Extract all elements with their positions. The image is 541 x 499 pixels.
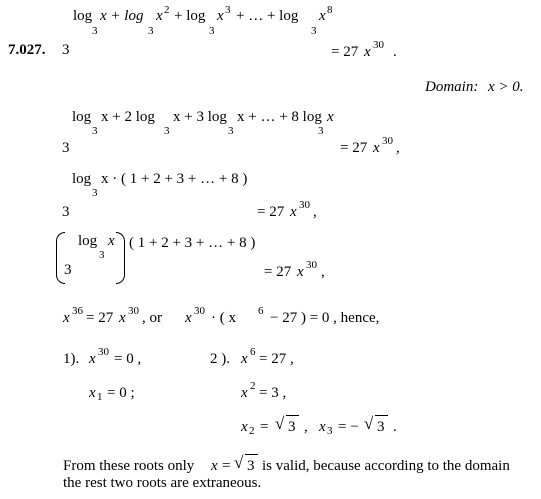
case1-var: x xyxy=(89,351,96,367)
problem-exp-base4: 3 xyxy=(311,25,317,37)
problem-exp-text3: + … + log xyxy=(236,8,299,24)
case2-pow: 6 xyxy=(250,346,256,358)
sqrt-sign-root2: √ xyxy=(275,414,285,433)
problem-base: 3 xyxy=(62,42,70,58)
case2-root3-end: . xyxy=(393,419,397,435)
step1-base-b: 3 xyxy=(164,125,170,137)
step4-pow2: 30 xyxy=(194,305,205,317)
step1-exp-b: x + 2 log xyxy=(101,109,155,125)
step2-base: 3 xyxy=(62,204,70,220)
step3-rhs-pow: 30 xyxy=(306,259,317,271)
step4-lhs-var: x xyxy=(63,310,70,326)
step1-base-a: 3 xyxy=(92,125,98,137)
case1-root-eq: = 0 ; xyxy=(107,385,135,401)
step4-tail: − 27 ) = 0 , hence, xyxy=(270,310,380,326)
problem-exp-base2: 3 xyxy=(148,25,154,37)
step4-pow3: 6 xyxy=(258,305,264,317)
step3-rhs-var: x xyxy=(297,264,304,280)
step1-exp-d: x + … + 8 log xyxy=(237,109,322,125)
conclusion-eq: = xyxy=(222,458,231,474)
step1-base-d: 3 xyxy=(318,125,324,137)
case2-root3-var: x xyxy=(319,419,326,435)
conclusion-line1-a: From these roots only xyxy=(63,458,195,474)
step1-rhs-end: , xyxy=(396,140,400,156)
problem-exp-pow3: 3 xyxy=(225,4,231,16)
step1-base: 3 xyxy=(62,140,70,156)
case2-root2-val: 3 xyxy=(288,419,296,435)
problem-exp-log1: log xyxy=(73,8,93,24)
problem-exp-pow4: 8 xyxy=(327,4,333,16)
step4-var2: x xyxy=(185,310,192,326)
case2-root3-eq: = − xyxy=(338,419,359,435)
problem-rhs-pow: 30 xyxy=(373,39,384,51)
problem-exp-base3: 3 xyxy=(209,25,215,37)
sqrt-sign-root3: √ xyxy=(364,414,374,433)
problem-exp-text2: + log xyxy=(174,8,206,24)
step1-exp-c: x + 3 log xyxy=(173,109,227,125)
case2-line2-eq: = 3 , xyxy=(259,385,287,401)
case2-var: x xyxy=(241,351,248,367)
case2-root3-sub: 3 xyxy=(327,425,333,437)
conclusion-line1-b: is valid, because according to the domain xyxy=(262,458,510,474)
domain-condition: x > 0. xyxy=(488,79,524,95)
sqrt-bar-root2 xyxy=(286,415,299,416)
problem-exp-arg2: x xyxy=(156,8,163,24)
problem-exp-arg3: x xyxy=(217,8,224,24)
step4-eq-var: x xyxy=(119,310,126,326)
domain-label: Domain: xyxy=(425,79,479,95)
conclusion-var: x xyxy=(211,458,218,474)
case2-eq: = 27 , xyxy=(259,351,294,367)
case2-root2-var: x xyxy=(241,419,248,435)
problem-exp-text1: x + log xyxy=(100,8,144,24)
problem-exp-arg4: x xyxy=(319,8,326,24)
step3-base: 3 xyxy=(64,262,72,278)
problem-rhs-var: x xyxy=(364,44,371,60)
sqrt-sign-conclusion: √ xyxy=(234,453,244,472)
step3-exp-base: 3 xyxy=(99,249,105,261)
step1-exp-e: x xyxy=(327,109,334,125)
step4-eq: = 27 xyxy=(86,310,114,326)
problem-rhs: = 27 xyxy=(331,44,359,60)
case2-line2-pow: 2 xyxy=(250,380,256,392)
case1-pow: 30 xyxy=(98,346,109,358)
step3-rhs: = 27 xyxy=(264,264,292,280)
case2-root2-sub: 2 xyxy=(249,425,255,437)
step2-rhs-end: , xyxy=(313,204,317,220)
step2-exp-a: log xyxy=(72,171,92,187)
step4-lhs-pow: 36 xyxy=(72,305,83,317)
step3-right-paren xyxy=(116,232,125,284)
step4-or: , or xyxy=(142,310,162,326)
step3-exp-b: x xyxy=(108,233,115,249)
step2-base-a: 3 xyxy=(92,187,98,199)
problem-exp-base1: 3 xyxy=(92,25,98,37)
conclusion-val: 3 xyxy=(247,458,255,474)
case2-root2-eq: = xyxy=(260,419,269,435)
step4-eq-pow: 30 xyxy=(128,305,139,317)
case1-root-var: x xyxy=(89,385,96,401)
step1-exp-a: log xyxy=(72,109,92,125)
step1-rhs: = 27 xyxy=(340,140,368,156)
step1-base-c: 3 xyxy=(228,125,234,137)
problem-number: 7.027. xyxy=(8,42,46,58)
sqrt-bar-root3 xyxy=(375,415,388,416)
step2-rhs-var: x xyxy=(290,204,297,220)
conclusion-line2: the rest two roots are extraneous. xyxy=(63,475,262,491)
step1-rhs-var: x xyxy=(373,140,380,156)
step3-rhs-end: , xyxy=(321,264,325,280)
step4-mid: · ( x xyxy=(211,310,236,326)
problem-rhs-end: . xyxy=(393,44,397,60)
step3-exp-a: log xyxy=(78,233,98,249)
step2-rhs-pow: 30 xyxy=(299,199,310,211)
sqrt-bar-conclusion xyxy=(245,454,258,455)
step3-outer-pow: ( 1 + 2 + 3 + … + 8 ) xyxy=(129,235,256,251)
case1-label: 1). xyxy=(63,351,80,367)
step2-exp-b: x · ( 1 + 2 + 3 + … + 8 ) xyxy=(101,171,248,187)
case2-root2-end: , xyxy=(304,419,308,435)
case2-root3-val: 3 xyxy=(377,419,385,435)
case1-root-sub: 1 xyxy=(97,391,103,403)
problem-exp-pow2: 2 xyxy=(164,4,170,16)
step1-rhs-pow: 30 xyxy=(382,135,393,147)
case2-label: 2 ). xyxy=(210,351,230,367)
case1-eq: = 0 , xyxy=(114,351,142,367)
case2-line2-var: x xyxy=(241,385,248,401)
step2-rhs: = 27 xyxy=(257,204,285,220)
